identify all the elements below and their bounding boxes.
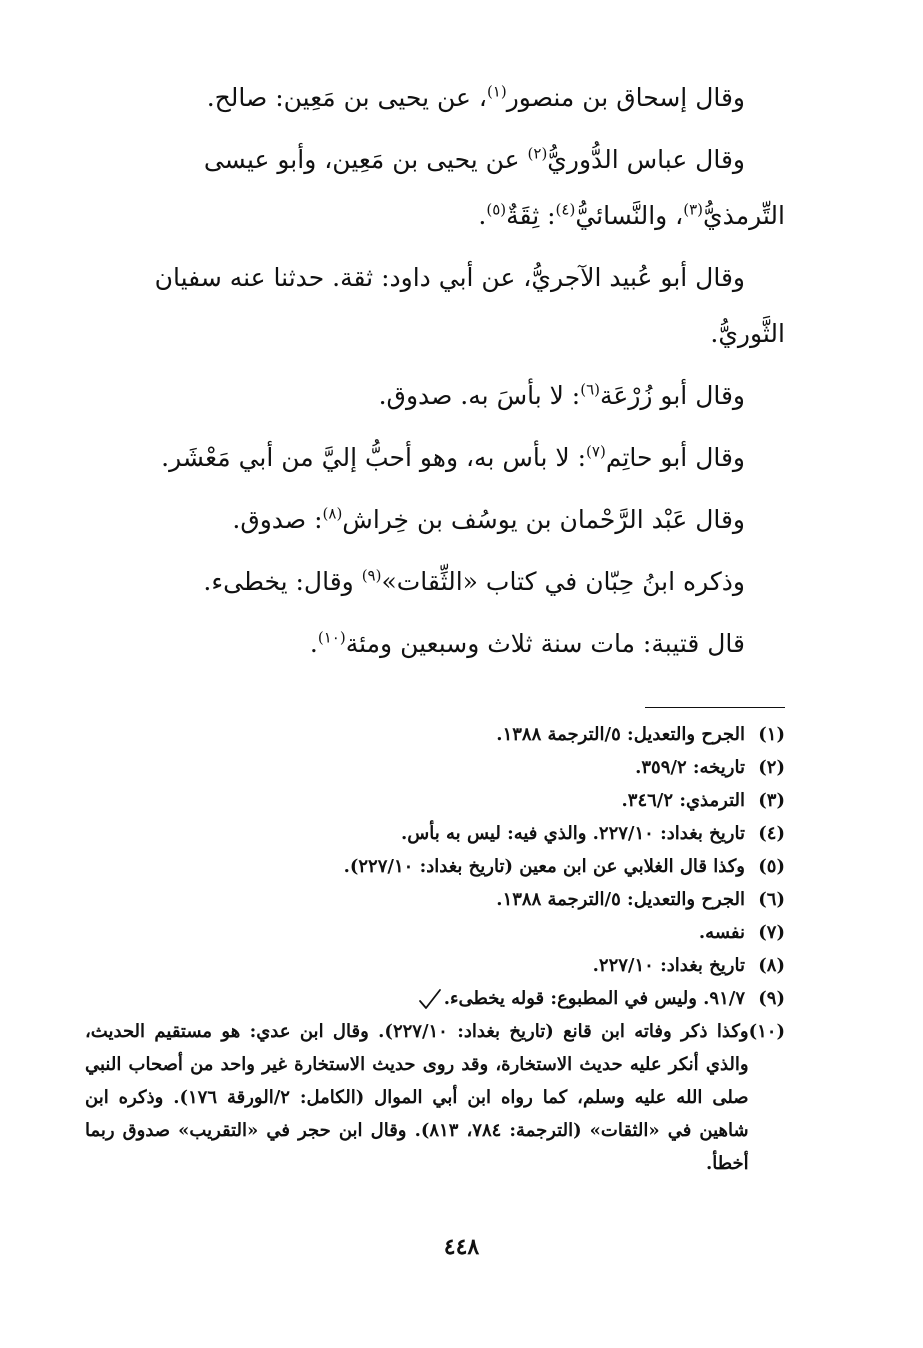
paragraph-text: : لا بأسَ به. صدوق. [378,381,581,410]
paragraph-3 [85,250,785,306]
paragraph-text: وقال عباس الدُّوريُّ [547,145,745,174]
footnote-3 [85,784,785,817]
paragraph-text: عن يحيى بن مَعِين، وأبو عيسى [203,145,528,174]
footnote-divider [645,707,785,708]
footnotes [85,718,785,1180]
paragraph-text: قال قتيبة: مات سنة ثلاث وسبعين ومئة [345,629,745,658]
footnote-ref[interactable]: (٧) [586,442,606,461]
footnote-number: (٦) [758,889,785,910]
paragraph-text: التِّرمذيُّ [703,201,785,230]
page-number: ٤٤٨ [443,1234,480,1260]
footnote-10 [85,1015,785,1180]
paragraph-4 [85,368,785,424]
footnote-ref[interactable]: (٣) [683,200,704,219]
footnote-number: (٣) [758,790,785,811]
paragraph-text: وقال عَبْد الرَّحْمان بن يوسُف بن خِراش [342,505,745,534]
footnote-text: وكذا ذكر وفاته ابن قانع (تاريخ بغداد: ٢٢٧/١٠). وقال ابن عدي: هو مستقيم الحديث، والذي أنكر عليه حديث الاستخارة، وقد روى حديث الاستخارة غير واحد من أصحاب النبي صلى الله عليه وسلم، كما رواه ابن أبي الموال (الكامل: ٢/الورقة ١٧٦). وذكره ابن شاهين في «الثقات» (الترجمة: ٧٨٤، ٨١٣). وقال ابن حجر في «التقريب» صدوق ربما أخطأ. [85,1021,749,1174]
paragraph-1 [85,70,785,126]
footnote-number: (٥) [758,856,785,877]
paragraph-5 [85,430,785,486]
paragraph-text: وقال إسحاق بن منصور [506,83,745,112]
footnote-2 [85,751,785,784]
footnote-text: تاريخ بغداد: ٢٢٧/١٠. والذي فيه: ليس به بأس. [401,823,745,844]
paragraph-text: ، عن يحيى بن مَعِين: صالح. [206,83,487,112]
paragraph-text: الثَّوريُّ. [710,319,785,348]
footnote-ref[interactable]: (٩) [361,566,382,585]
footnote-4 [85,817,785,850]
footnote-text: تاريخه: ٣٥٩/٢. [635,757,745,778]
main-text [85,70,785,678]
footnote-ref[interactable]: (٤) [555,200,576,219]
footnote-6 [85,883,785,916]
footnote-text: الجرح والتعديل: ٥/الترجمة ١٣٨٨. [496,889,745,910]
footnote-number: (٢) [758,757,785,778]
paragraph-2-cont [85,188,785,244]
paragraph-text: : لا بأس به، وهو أحبُّ إليَّ من أبي مَعْشَر. [161,443,587,472]
footnote-text: الترمذي: ٣٤٦/٢. [621,790,745,811]
footnote-ref[interactable]: (٨) [322,504,343,523]
footnote-text: نفسه. [698,922,745,943]
footnote-9 [85,982,785,1015]
footnote-ref[interactable]: (١٠) [317,628,346,647]
footnote-ref[interactable]: (٦) [580,380,601,399]
footnote-5 [85,850,785,883]
footnote-text: الجرح والتعديل: ٥/الترجمة ١٣٨٨. [496,724,745,745]
paragraph-text: . [309,629,318,658]
footnote-text-wrap [85,982,745,1015]
handwritten-check-icon [418,988,442,1010]
paragraph-text: وقال: يخطىء. [203,567,362,596]
footnote-number: (٧) [758,922,785,943]
paragraph-text: وذكره ابنُ حِبّان في كتاب «الثِّقات» [381,567,745,596]
footnote-number: (١) [758,724,785,745]
paragraph-6 [85,492,785,548]
footnote-text: ٩١/٧. وليس في المطبوع: قوله يخطىء. [443,988,745,1009]
footnote-text: وكذا قال الغلابي عن ابن معين (تاريخ بغداد: ٢٢٧/١٠). [343,856,745,877]
footnote-ref[interactable]: (١) [486,82,507,101]
paragraph-text: وقال أبو عُبيد الآجريُّ، عن أبي داود: ثقة. حدثنا عنه سفيان [154,263,745,292]
paragraph-text: ، والنَّسائيُّ [575,201,684,230]
paragraph-text: وقال أبو حاتِم [605,443,745,472]
paragraph-text: : ثِقَةٌ [506,201,556,230]
footnote-1 [85,718,785,751]
footnote-8 [85,949,785,982]
paragraph-text: : صدوق. [232,505,323,534]
paragraph-text: . [478,201,487,230]
paragraph-2 [85,132,785,188]
footnote-ref[interactable]: (٢) [527,144,548,163]
footnote-text: تاريخ بغداد: ٢٢٧/١٠. [592,955,745,976]
paragraph-8 [85,616,785,672]
paragraph-text: وقال أبو زُرْعَة [600,381,745,410]
footnote-ref[interactable]: (٥) [486,200,507,219]
paragraph-7 [85,554,785,610]
footnote-number: (٩) [758,988,785,1009]
footnote-number: (٨) [758,955,785,976]
footnote-7 [85,916,785,949]
footnote-number: (٤) [758,823,785,844]
paragraph-3-cont [85,306,785,362]
footnote-number: (١٠) [748,1021,785,1042]
